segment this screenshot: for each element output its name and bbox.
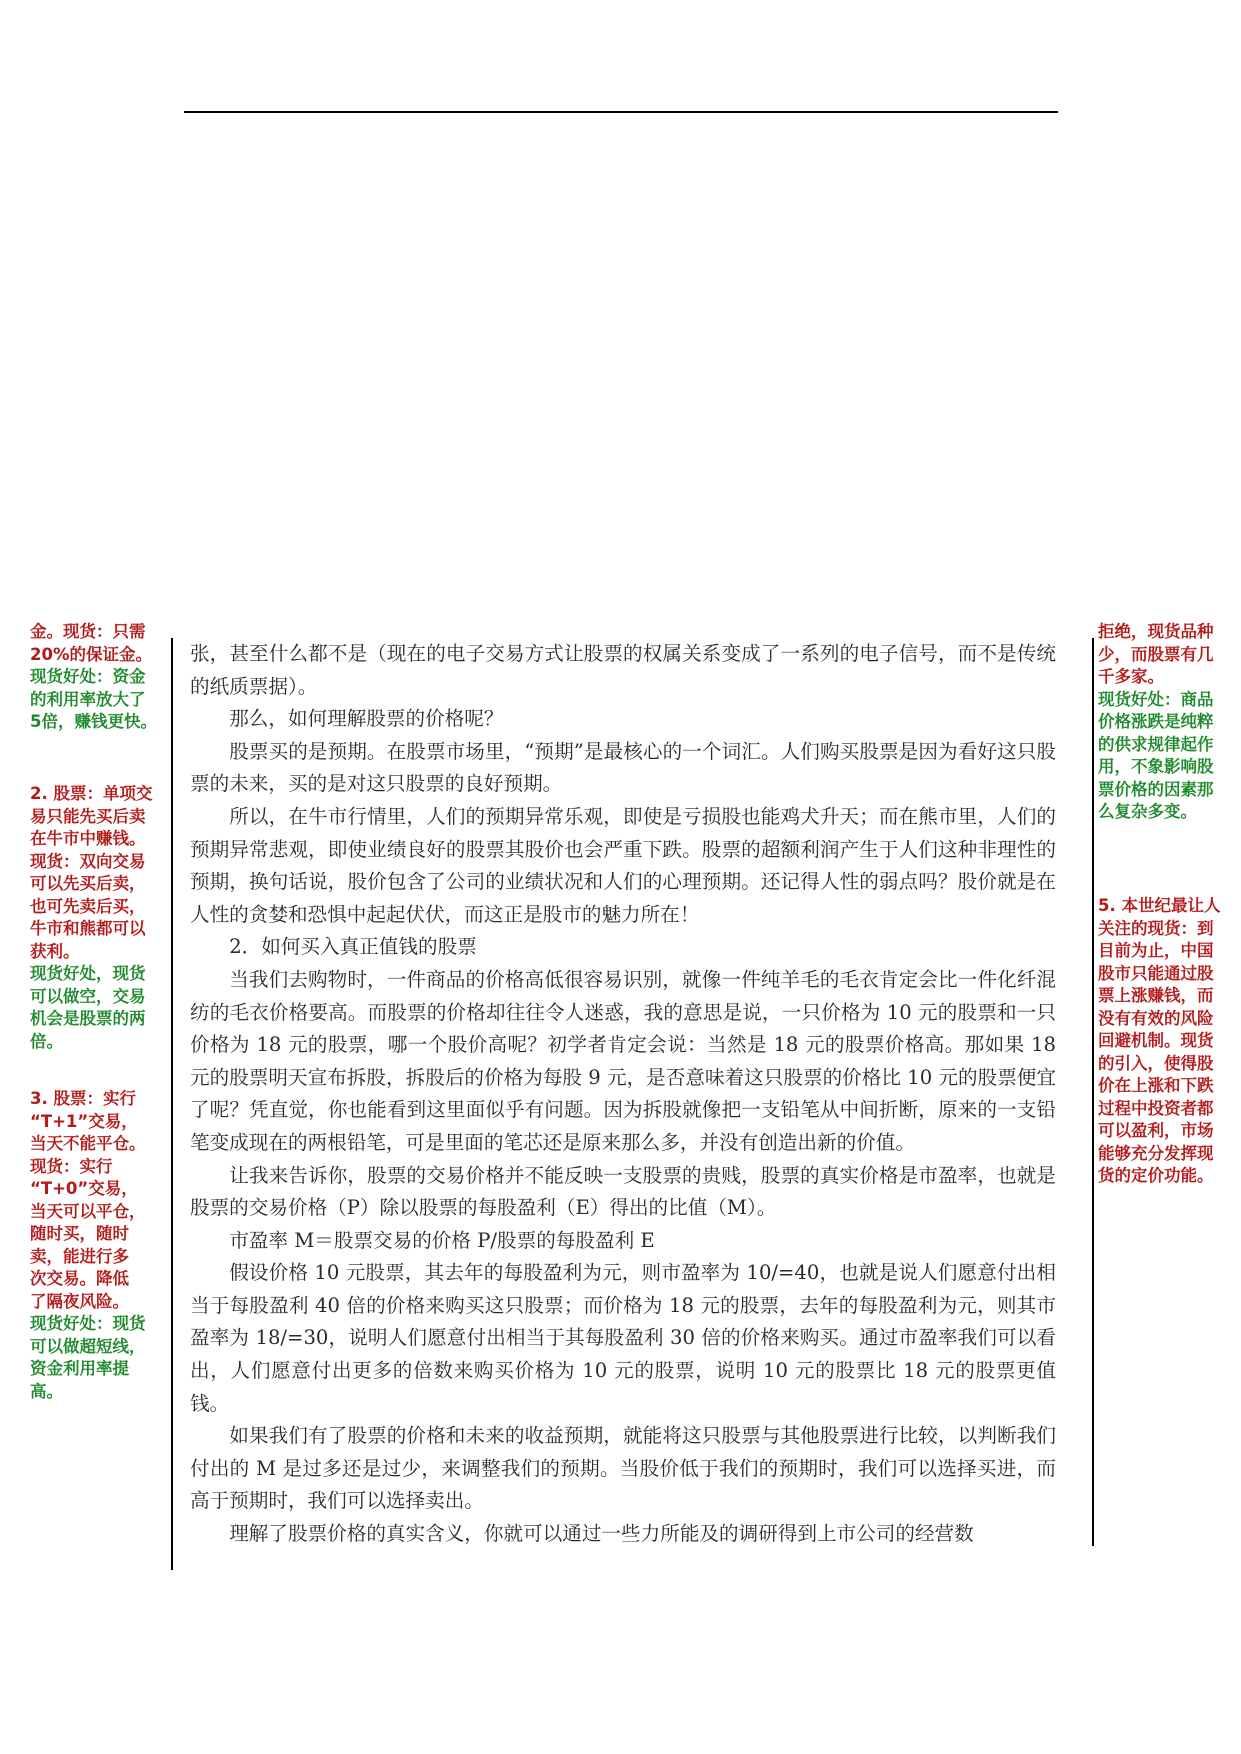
paragraph-1: 张，甚至什么都不是（现在的电子交易方式让股票的权属关系变成了一系列的电子信号，而不是传统的纸质票据）。 [190,642,1056,698]
left-note-1-text: 金。现货：只需 20%的保证金。 [30,622,152,664]
formula-line: 市盈率 M＝股票交易的价格 P/股票的每股盈利 E [229,1228,655,1252]
left-note-3 [30,1088,168,1403]
left-sidebar [30,622,168,1573]
right-note-1-text: 拒绝，现货品种 少，而股票有几 千多家。 [1098,622,1214,686]
left-note-2-text: 2. 股票：单项交 易只能先买后卖 在牛市中赚钱。 现货：双向交易 可以先买后卖， 也可先卖后买， 牛市和熊都可以 获利。 [30,784,153,961]
right-note-1-benefit: 现货好处：商品 价格涨跌是纯粹 的供求规律起作 用，不象影响股 票价格的因素那 么复杂多变。 [1098,689,1214,821]
right-note-2 [1098,895,1228,1188]
left-column-divider [171,638,173,1570]
left-note-2-benefit: 现货好处，现货 可以做空，交易 机会是股票的两 倍。 [30,964,146,1051]
paragraph-3: 股票买的是预期。在股票市场里，“预期”是最核心的一个词汇。人们购买股票是因为看好这只股票的未来，买的是对这只股票的良好预期。 [190,739,1056,796]
left-note-3-benefit: 现货好处：现货 可以做超短线， 资金利用率提 高。 [30,1314,146,1401]
paragraph-9: 假设价格 10 元股票，其去年的每股盈利为元，则市盈率为 10/=40，也就是说人们愿意付出相当于每股盈利 40 倍的价格来购买这只股票；而价格为 18 元的股票，去年的每股盈利为元，则其市盈率为 18/=30，说明人们愿意付出相当于其每股盈利 30 倍的价格来购买。通过市盈率我们可以看出，人们愿意付出更多的倍数来购买价格为 10 元的股票，说明 10 元的股票比 18 元的股票更值钱。 [190,1261,1056,1415]
paragraph-2: 那么，如何理解股票的价格呢？ [229,707,504,731]
main-text-column [190,638,1056,1574]
paragraph-6: 当我们去购物时，一件商品的价格高低很容易识别，就像一件纯羊毛的毛衣肯定会比一件化纤混纺的毛衣价格要高。而股票的价格却往往令人迷惑，我的意思是说，一只价格为 10 元的股票和一只价格为 18 元的股票，哪一个股价高呢？初学者肯定会说：当然是 18 元的股票价格高。那如果 18 元的股票明天宣布拆股，拆股后的价格为每股 9 元，是否意味着这只股票的价格比 10 元的股票便宜了呢？凭直觉，你也能看到这里面似乎有问题。因为拆股就像把一支铅笔从中间折断，原来的一支铅笔变成现在的两根铅笔，可是里面的笔芯还是原来那么多，并没有创造出新的价值。 [190,967,1056,1154]
right-sidebar [1098,622,1228,1553]
paragraph-4: 所以，在牛市行情里，人们的预期异常乐观，即使是亏损股也能鸡犬升天；而在熊市里，人们的预期异常悲观，即使业绩良好的股票其股价也会严重下跌。股票的超额利润产生于人们这种非理性的预期，换句话说，股价包含了公司的业绩状况和人们的心理预期。还记得人性的弱点吗？股价就是在人性的贪婪和恐惧中起起伏伏，而这正是股市的魅力所在！ [190,804,1056,926]
paragraph-11: 理解了股票价格的真实含义，你就可以通过一些力所能及的调研得到上市公司的经营数 [229,1522,974,1546]
left-note-2 [30,783,168,1053]
right-note-1 [1098,621,1228,824]
left-note-3-text: 3. 股票：实行 “T+1”交易， 当天不能平仓。 现货：实行 “T+0”交易， 当天可以平仓， 随时买，随时 卖，能进行多 次交易。降低 了隔夜风险。 [30,1089,146,1311]
right-note-2-text: 5. 本世纪最让人 关注的现货：到 目前为止，中国 股市只能通过股 票上涨赚钱，而 没有有效的风险 回避机制。现货 的引入，使得股 价在上涨和下跌 过程中投资者都 可以盈利，市场 能够充分发挥现 货的定价功能。 [1098,896,1221,1185]
paragraph-10: 如果我们有了股票的价格和未来的收益预期，就能将这只股票与其他股票进行比较，以判断我们付出的 M 是过多还是过少，来调整我们的预期。当股价低于我们的预期时，我们可以选择买进，而高于预期时，我们可以选择卖出。 [190,1424,1056,1513]
left-note-1 [30,621,168,734]
right-column-divider [1092,638,1094,1546]
paragraph-7: 让我来告诉你，股票的交易价格并不能反映一支股票的贵贱，股票的真实价格是市盈率，也就是股票的交易价格（P）除以股票的每股盈利（E）得出的比值（M）。 [190,1163,1056,1220]
header-rule [184,111,1058,113]
left-note-1-benefit: 现货好处：资金 的利用率放大了 5倍，赚钱更快。 [30,667,157,731]
section-heading: 2．如何买入真正值钱的股票 [229,935,477,959]
